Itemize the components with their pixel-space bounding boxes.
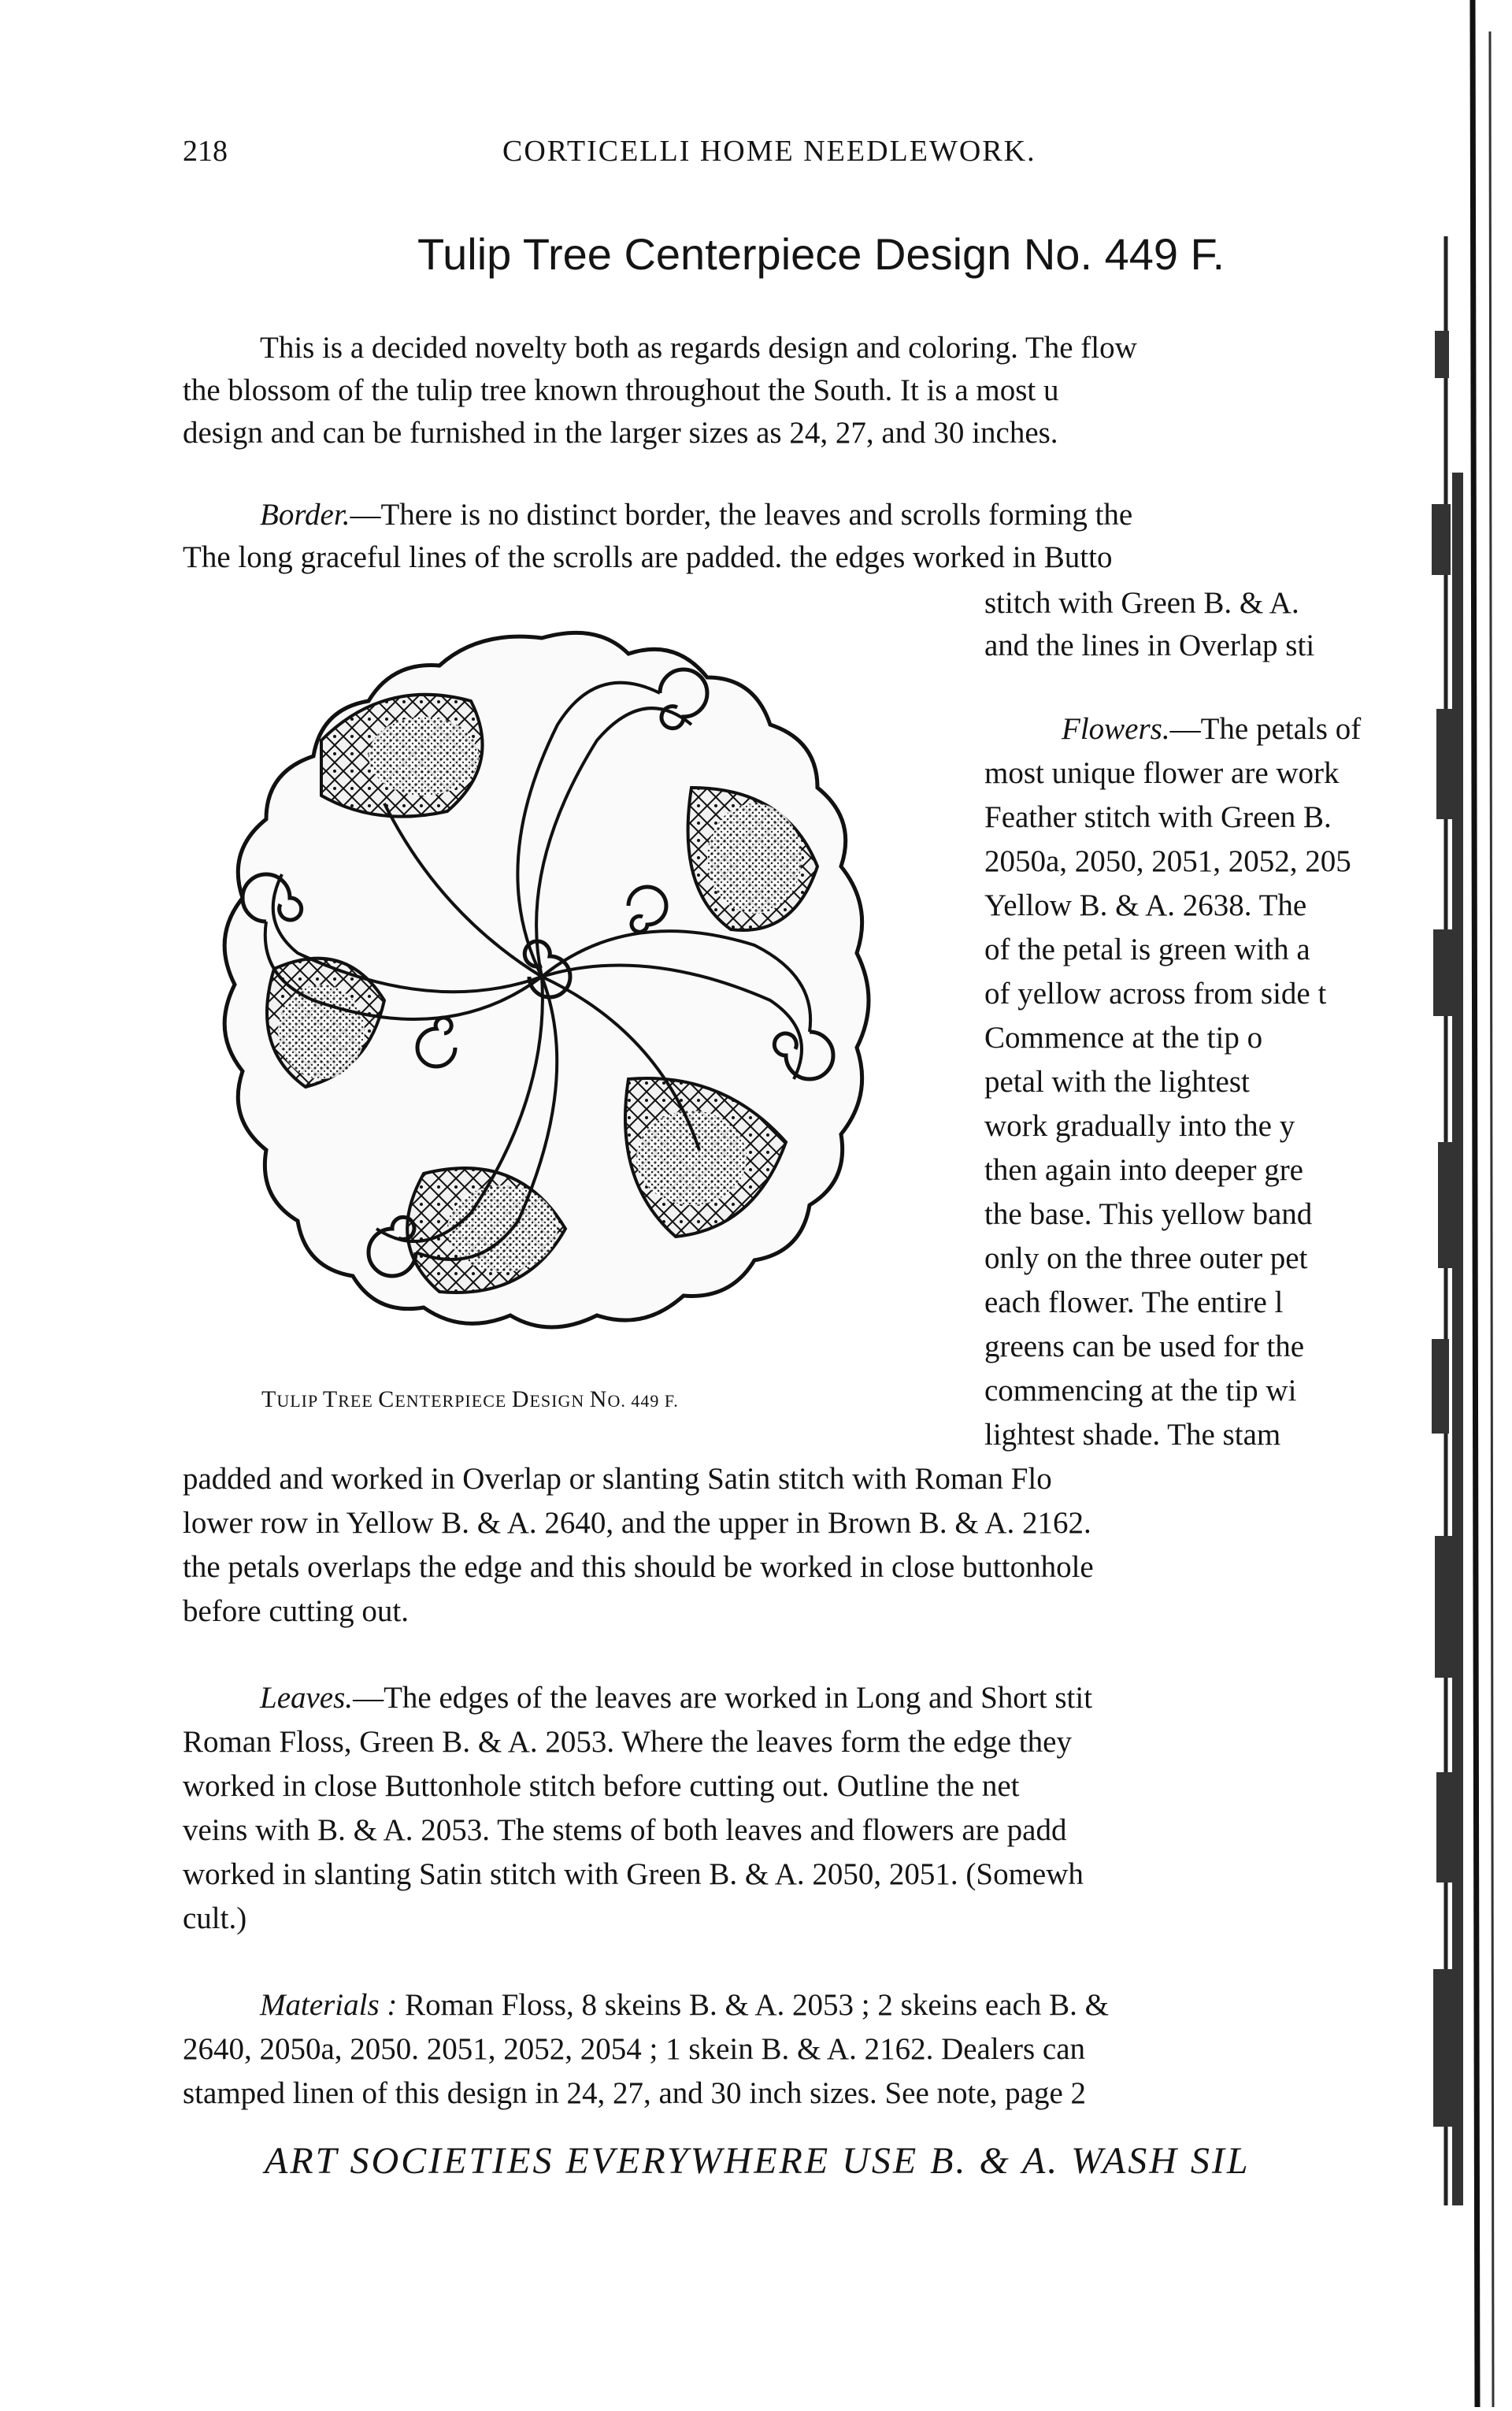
flowers-line: work gradually into the y	[984, 1109, 1295, 1143]
caption-part: D	[511, 1386, 530, 1412]
running-head: CORTICELLI HOME NEEDLEWORK.	[502, 135, 1036, 168]
materials-heading: Materials :	[260, 1988, 398, 2022]
materials-text: Roman Floss, 8 skeins B. & A. 2053 ; 2 skeins each B. &	[397, 1988, 1109, 2022]
flowers-line: commencing at the tip wi	[984, 1374, 1297, 1408]
caption-part: O. 449 F.	[607, 1391, 679, 1411]
flowers-line	[1062, 709, 1361, 750]
leaves-heading: Leaves.	[260, 1681, 354, 1715]
caption-part: T	[322, 1386, 339, 1412]
page-title: Tulip Tree Centerpiece Design No. 449 F.	[417, 229, 1225, 279]
materials-line	[260, 1985, 1109, 2026]
intro-line: This is a decided novelty both as regards design and coloring. The flow	[260, 331, 1137, 365]
flowers-line: only on the three outer pet	[984, 1241, 1308, 1275]
leaves-line: cult.)	[183, 1901, 247, 1935]
leaves-line: Roman Floss, Green B. & A. 2053. Where the leaves form the edge they	[183, 1725, 1072, 1759]
materials-line: stamped linen of this design in 24, 27, and 30 inch sizes. See note, page 2	[183, 2076, 1087, 2110]
caption-part: T	[261, 1386, 277, 1412]
flowers-line: Commence at the tip o	[984, 1021, 1263, 1055]
border-line	[260, 495, 1132, 536]
leaves-line: veins with B. & A. 2053. The stems of both leaves and flowers are padd	[183, 1813, 1067, 1847]
flowers-line: most unique flower are work	[984, 756, 1340, 790]
flowers-line: greens can be used for the	[984, 1330, 1305, 1363]
flowers-line: padded and worked in Overlap or slanting Satin stitch with Roman Flo	[183, 1462, 1052, 1496]
flowers-line: Feather stitch with Green B.	[984, 800, 1332, 834]
flowers-line: then again into deeper gre	[984, 1153, 1303, 1187]
border-heading: Border.	[260, 498, 350, 532]
leaves-line: worked in slanting Satin stitch with Green B. & A. 2050, 2051. (Somewh	[183, 1857, 1084, 1891]
flowers-line: of the petal is green with a	[984, 933, 1310, 966]
border-line: and the lines in Overlap sti	[984, 629, 1315, 662]
caption-part: REE	[338, 1391, 379, 1411]
flowers-heading: Flowers.	[1062, 712, 1170, 746]
border-text: —There is no distinct border, the leaves and scrolls forming the	[350, 498, 1133, 532]
flowers-line: lower row in Yellow B. & A. 2640, and the upper in Brown B. & A. 2162.	[183, 1506, 1091, 1540]
flowers-line: the petals overlaps the edge and this should be worked in close buttonhole	[183, 1550, 1094, 1584]
caption-part: ULIP	[276, 1391, 323, 1411]
flowers-line: of yellow across from side t	[984, 977, 1327, 1011]
flowers-line: lightest shade. The stam	[984, 1418, 1281, 1452]
intro-line: the blossom of the tulip tree known throughout the South. It is a most u	[183, 373, 1059, 407]
border-line: The long graceful lines of the scrolls are padded. the edges worked in Butto	[183, 540, 1113, 574]
scan-edge-bleed	[1425, 0, 1512, 2407]
footer-slogan: ART SOCIETIES EVERYWHERE USE B. & A. WASH SIL	[265, 2140, 1251, 2182]
leaves-line: worked in close Buttonhole stitch before cutting out. Outline the net	[183, 1769, 1020, 1803]
centerpiece-illustration	[187, 606, 896, 1363]
flowers-line: before cutting out.	[183, 1594, 409, 1628]
leaves-line	[260, 1678, 1092, 1719]
leaves-text: —The edges of the leaves are worked in Long and Short stit	[353, 1681, 1093, 1715]
intro-line: design and can be furnished in the larger sizes as 24, 27, and 30 inches.	[183, 416, 1058, 450]
flowers-line: each flower. The entire l	[984, 1285, 1284, 1319]
caption-part: ENTERPIECE	[395, 1391, 512, 1411]
flowers-line: the base. This yellow band	[984, 1197, 1313, 1231]
caption-part: ESIGN	[529, 1391, 590, 1411]
caption-part: C	[378, 1386, 395, 1412]
figure-caption	[261, 1386, 679, 1413]
flowers-text: —The petals of	[1169, 712, 1362, 746]
flowers-line: Yellow B. & A. 2638. The	[984, 888, 1307, 922]
page-number: 218	[183, 135, 228, 168]
caption-part: N	[589, 1386, 608, 1412]
border-line: stitch with Green B. & A.	[984, 586, 1299, 620]
materials-line: 2640, 2050a, 2050. 2051, 2052, 2054 ; 1 skein B. & A. 2162. Dealers can	[183, 2032, 1086, 2066]
flowers-line: 2050a, 2050, 2051, 2052, 205	[984, 844, 1351, 878]
flowers-line: petal with the lightest	[984, 1065, 1250, 1099]
